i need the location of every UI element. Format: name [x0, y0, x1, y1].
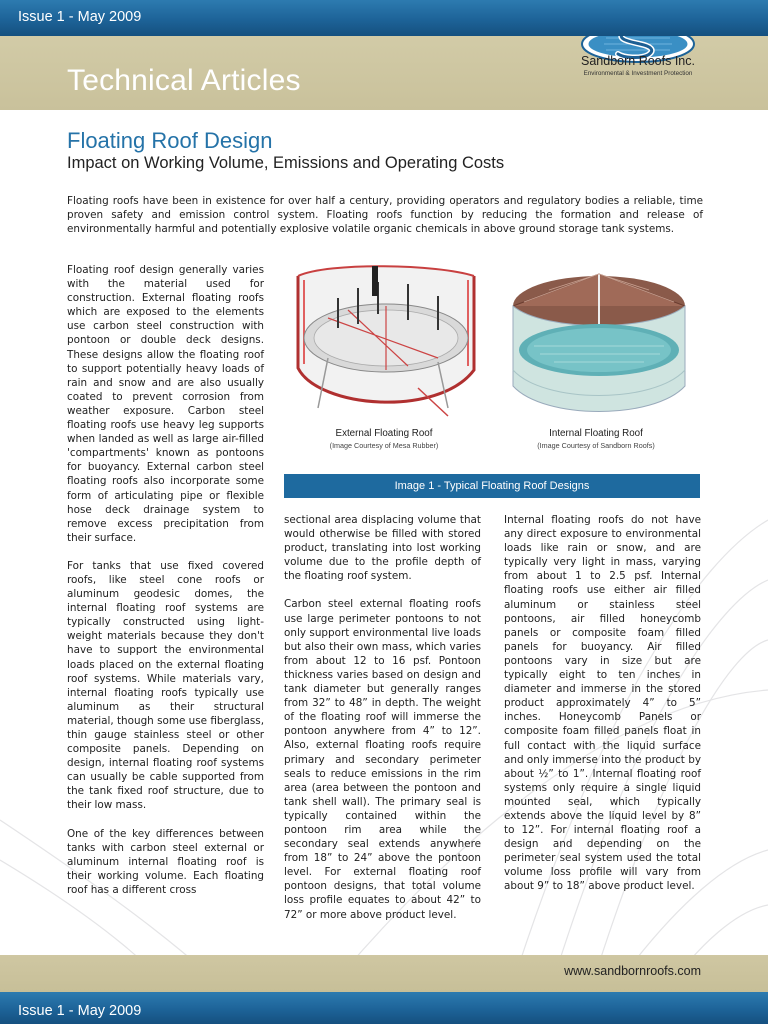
middle-column — [284, 513, 481, 936]
issue-label-bottom: Issue 1 - May 2009 — [18, 1003, 142, 1019]
right-column — [504, 513, 701, 908]
figure-typical-roof-designs — [284, 258, 700, 498]
right-figure-credit: (Image Courtesy of Sandborn Roofs) — [537, 441, 655, 450]
paragraph: Carbon steel external floating roofs use large perimeter pontoons to not only support environmental live loads but also their own mass, which varies from about 12 to 16 psf. Pontoon thickness varies based on design and tank diameter but generally ranges from 32” to 48” in depth. The weight of the floating roof will immerse the pontoon anywhere from 4” to 12”. Also, external floating roofs require primary and secondary perimeter seals to reduce emissions in the rim area (area between the pontoon and tank shell wall). The primary seal is typically contained within the pontoon rim area while the secondary seal extends anywhere from 18” to 24” above the pontoon level. For external floating roof pontoon designs, that total volume loss profile equates to about 42” to 72” or more above product level. — [284, 598, 481, 921]
section-title: Technical Articles — [67, 64, 301, 97]
brand-name: Sandborn Roofs Inc. — [581, 54, 695, 68]
intro-paragraph: Floating roofs have been in existence for over half a century, providing operators and regulatory bodies a reliable, time proven safety and emission control system. Floating roofs function by reducing the formation and release of environmentally harmful and potentially explosive volatile organic chemicals in above ground storage tank systems. — [67, 195, 703, 236]
website-link[interactable]: www.sandbornroofs.com — [564, 964, 701, 978]
top-issue-bar — [0, 0, 768, 36]
paragraph: sectional area displacing volume that would otherwise be filled with stored product, translating into lost working volume due to the profile depth of the floating roof system. — [284, 514, 481, 583]
internal-floating-roof-illustration-icon — [504, 270, 694, 418]
left-figure-caption: External Floating Roof — [335, 428, 433, 439]
brand-tagline: Environmental & Investment Protection — [583, 70, 693, 77]
paragraph: One of the key differences between tanks with carbon steel external or aluminum internal floating roof is their working volume. Each floating roof has a different cross — [67, 827, 264, 896]
figure-banner: Image 1 - Typical Floating Roof Designs — [284, 474, 700, 498]
external-floating-roof-illustration-icon — [288, 258, 484, 420]
footer-band — [0, 955, 768, 992]
right-figure-caption: Internal Floating Roof — [549, 428, 643, 439]
left-figure-credit: (Image Courtesy of Mesa Rubber) — [329, 441, 439, 450]
article-title: Floating Roof Design — [67, 128, 273, 153]
paragraph: Internal floating roofs do not have any direct exposure to environmental loads like rain or snow, and are typically very light in mass, varying from about 1 to 2.5 psf. Internal floating roofs use either air filled aluminum or stainless steel pontoons, air filled honeycomb panels or composite foam filled panels for buoyancy. Air filled pontoons vary in size but are typically eight to ten inches in diameter and immerse in the stored product approximately 4” to 5” inches. Honeycomb Panels or composite foam filled panels float in full contact with the liquid surface and only immerse into the product by about ½” to 1”. Internal floating roof systems only require a single liquid mounted seal, which typically extends above the liquid level by 8” to 12”. For internal floating roof a design and depending on the perimeter seal system used the total volume loss profile will vary from about 9” to 18” above product level. — [504, 514, 701, 893]
left-column — [67, 263, 264, 911]
bottom-issue-bar — [0, 992, 768, 1024]
paragraph: For tanks that use fixed covered roofs, like steel cone roofs or aluminum geodesic domes, the internal floating roof systems are typically constructed using light-weight materials because they don't have to support the environmental loads placed on the external floating roof systems. While materials vary, internal floating roofs typically use aluminum as their structural material, though some use fiberglass, thin gauge stainless steel or other composite panels. Depending on design, internal floating roof systems can usually be cable supported from the tank fixed roof structure, due to their low mass. — [67, 559, 264, 812]
paragraph: Floating roof design generally varies with the material used for construction. External floating roofs which are exposed to the elements use carbon steel construction with pontoon or double deck designs. These designs allow the floating roof to support potentially heavy loads of rain and snow and are also usually coated to prevent corrosion from weather exposure. Carbon steel floating roofs use heavy leg supports when landed as well as large air-filled 'compartments' known as pontoons for buoyancy. External carbon steel floating roofs also incorporate some form of articulating pipe or flexible hose deck drainage system to remove excess precipitation from their surface. — [67, 264, 264, 544]
article-subtitle: Impact on Working Volume, Emissions and Operating Costs — [67, 154, 505, 172]
company-logo — [568, 24, 696, 110]
issue-label-top: Issue 1 - May 2009 — [18, 9, 142, 25]
header-band — [0, 36, 768, 110]
